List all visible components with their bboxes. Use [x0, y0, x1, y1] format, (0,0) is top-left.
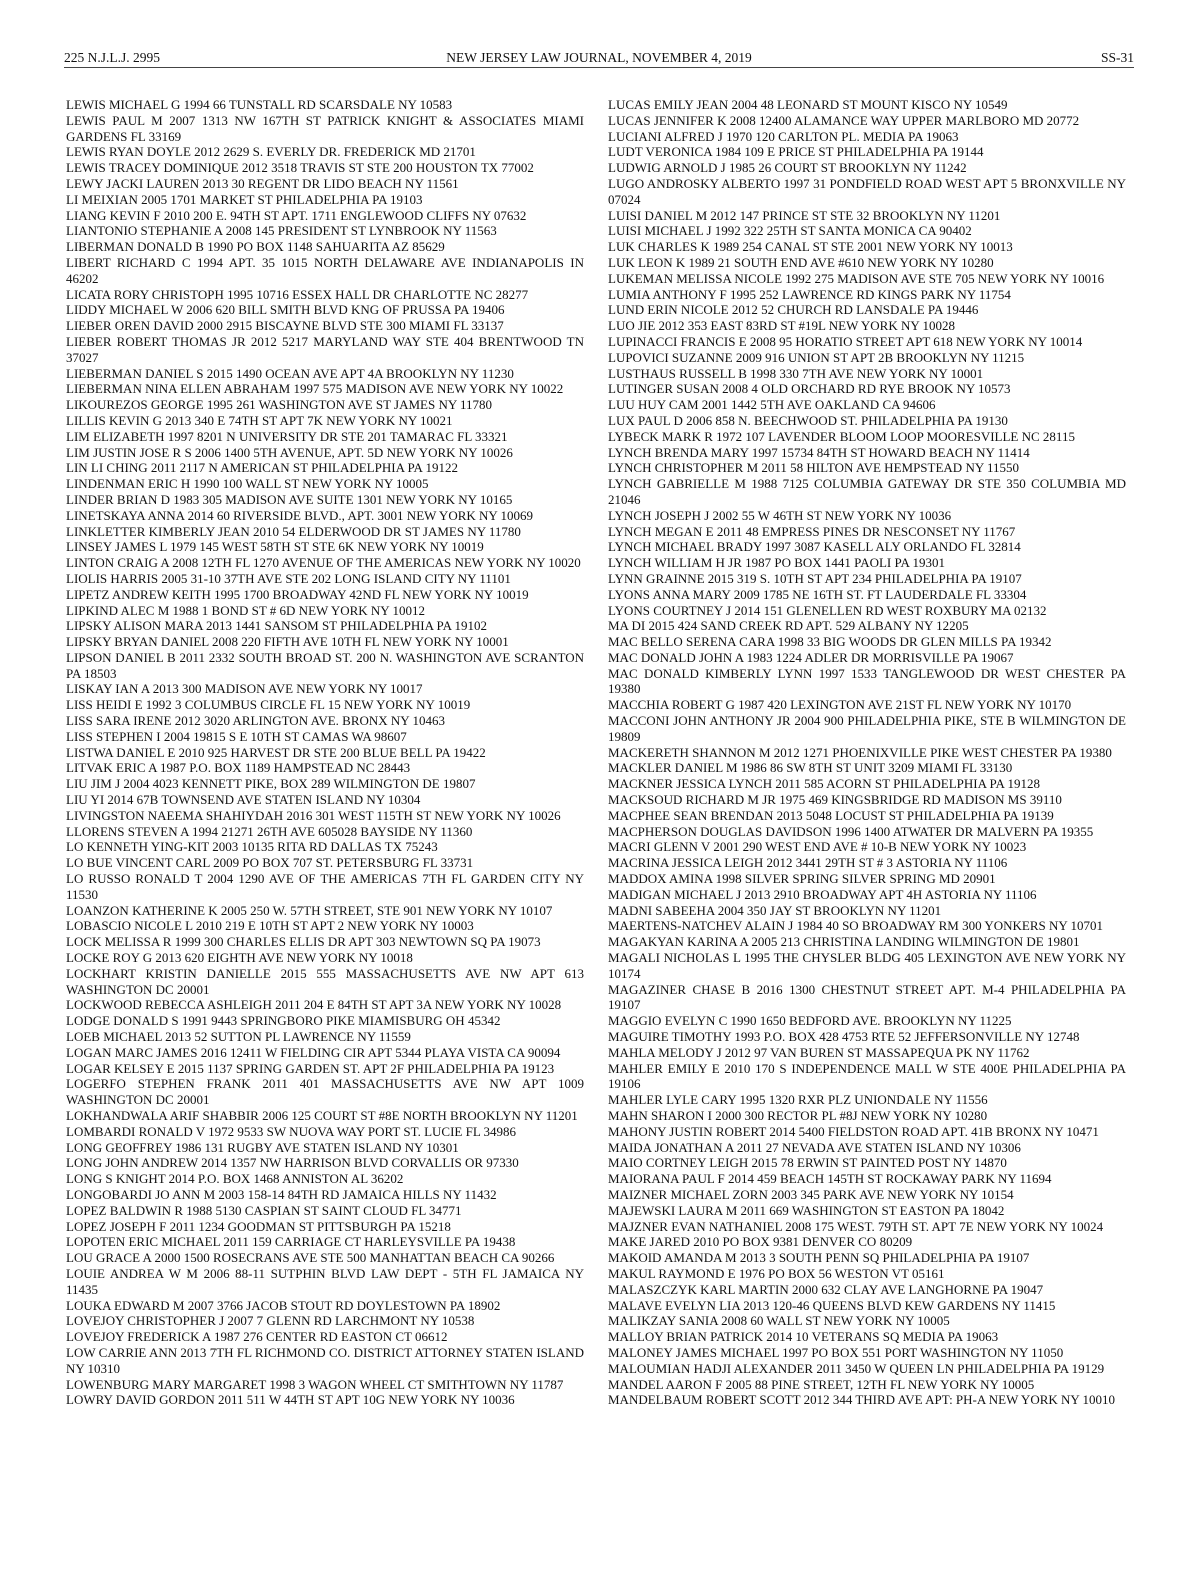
attorney-entry: LYBECK MARK R 1972 107 LAVENDER BLOOM LOOP MOORESVILLE NC 28115 [608, 428, 1075, 444]
attorney-entry: LUSTHAUS RUSSELL B 1998 330 7TH AVE NEW YORK NY 10001 [608, 365, 984, 381]
attorney-entry: MAHLA MELODY J 2012 97 VAN BUREN ST MASSAPEQUA PK NY 11762 [608, 1044, 1030, 1060]
attorney-entry: LIM JUSTIN JOSE R S 2006 1400 5TH AVENUE, APT. 5D NEW YORK NY 10026 [66, 444, 513, 460]
attorney-entry: MAC BELLO SERENA CARA 1998 33 BIG WOODS DR GLEN MILLS PA 19342 [608, 634, 1052, 650]
attorney-entry: LOVEJOY CHRISTOPHER J 2007 7 GLENN RD LARCHMONT NY 10538 [66, 1313, 475, 1329]
attorney-entry: LINETSKAYA ANNA 2014 60 RIVERSIDE BLVD., APT. 3001 NEW YORK NY 10069 [66, 507, 534, 523]
attorney-entry: LICATA RORY CHRISTOPH 1995 10716 ESSEX HALL DR CHARLOTTE NC 28277 [66, 286, 529, 302]
attorney-entry: LYNCH WILLIAM H JR 1987 PO BOX 1441 PAOLI PA 19301 [608, 555, 945, 571]
attorney-entry: LONG GEOFFREY 1986 131 RUGBY AVE STATEN ISLAND NY 10301 [66, 1139, 459, 1155]
attorney-entry: LOGAR KELSEY E 2015 1137 SPRING GARDEN ST. APT 2F PHILADELPHIA PA 19123 [66, 1060, 555, 1076]
attorney-entry: MACKNER JESSICA LYNCH 2011 585 ACORN ST PHILADELPHIA PA 19128 [608, 776, 1040, 792]
attorney-entry: MACPHERSON DOUGLAS DAVIDSON 1996 1400 ATWATER DR MALVERN PA 19355 [608, 823, 1094, 839]
attorney-entry: MAIO CORTNEY LEIGH 2015 78 ERWIN ST PAINTED POST NY 14870 [608, 1155, 1007, 1171]
attorney-entry: LIEBERMAN NINA ELLEN ABRAHAM 1997 575 MADISON AVE NEW YORK NY 10022 [66, 381, 564, 397]
attorney-entry: LUDWIG ARNOLD J 1985 26 COURT ST BROOKLYN NY 11242 [608, 160, 967, 176]
attorney-entry: LYONS COURTNEY J 2014 151 GLENELLEN RD WEST ROXBURY MA 02132 [608, 602, 1047, 618]
attorney-entry: LOCKHART KRISTIN DANIELLE 2015 555 MASSACHUSETTS AVE NW APT 613 WASHINGTON DC 20001 [66, 965, 584, 997]
attorney-entry: LUCAS JENNIFER K 2008 12400 ALAMANCE WAY UPPER MARLBORO MD 20772 [608, 112, 1080, 128]
attorney-entry: LIPSKY ALISON MARA 2013 1441 SANSOM ST PHILADELPHIA PA 19102 [66, 618, 488, 634]
attorney-entry: LOU GRACE A 2000 1500 ROSECRANS AVE STE 500 MANHATTAN BEACH CA 90266 [66, 1250, 555, 1266]
attorney-entry: LOPEZ BALDWIN R 1988 5130 CASPIAN ST SAINT CLOUD FL 34771 [66, 1202, 462, 1218]
attorney-entry: LO BUE VINCENT CARL 2009 PO BOX 707 ST. PETERSBURG FL 33731 [66, 855, 474, 871]
attorney-entry: LIPKIND ALEC M 1988 1 BOND ST # 6D NEW YORK NY 10012 [66, 602, 425, 618]
attorney-entry: MACCHIA ROBERT G 1987 420 LEXINGTON AVE 21ST FL NEW YORK NY 10170 [608, 697, 1072, 713]
attorney-entry: MAGUIRE TIMOTHY 1993 P.O. BOX 428 4753 RTE 52 JEFFERSONVILLE NY 12748 [608, 1029, 1080, 1045]
attorney-entry: LOPEZ JOSEPH F 2011 1234 GOODMAN ST PITTSBURGH PA 15218 [66, 1218, 451, 1234]
attorney-entry: LITVAK ERIC A 1987 P.O. BOX 1189 HAMPSTEAD NC 28443 [66, 760, 411, 776]
attorney-entry: MAGAKYAN KARINA A 2005 213 CHRISTINA LANDING WILMINGTON DE 19801 [608, 934, 1080, 950]
attorney-entry: MACKSOUD RICHARD M JR 1975 469 KINGSBRIDGE RD MADISON MS 39110 [608, 792, 1062, 808]
attorney-entry: LIVINGSTON NAEEMA SHAHIYDAH 2016 301 WEST 115TH ST NEW YORK NY 10026 [66, 807, 561, 823]
attorney-entry: LUGO ANDROSKY ALBERTO 1997 31 PONDFIELD ROAD WEST APT 5 BRONXVILLE NY 07024 [608, 175, 1126, 207]
attorney-entry: MALLOY BRIAN PATRICK 2014 10 VETERANS SQ MEDIA PA 19063 [608, 1329, 999, 1345]
attorney-entry: MACPHEE SEAN BRENDAN 2013 5048 LOCUST ST PHILADELPHIA PA 19139 [608, 807, 1054, 823]
attorney-entry: LEWY JACKI LAUREN 2013 30 REGENT DR LIDO BEACH NY 11561 [66, 175, 459, 191]
attorney-entry: MAHN SHARON I 2000 300 RECTOR PL #8J NEW YORK NY 10280 [608, 1108, 988, 1123]
attorney-entry: MADIGAN MICHAEL J 2013 2910 BROADWAY APT 4H ASTORIA NY 11106 [608, 886, 1037, 902]
attorney-entry: LISKAY IAN A 2013 300 MADISON AVE NEW YORK NY 10017 [66, 681, 423, 697]
attorney-entry: LIDDY MICHAEL W 2006 620 BILL SMITH BLVD KNG OF PRUSSA PA 19406 [66, 302, 505, 318]
attorney-entry: LIBERMAN DONALD B 1990 PO BOX 1148 SAHUARITA AZ 85629 [66, 239, 445, 255]
attorney-entry: MANDELBAUM ROBERT SCOTT 2012 344 THIRD AVE APT: PH-A NEW YORK NY 10010 [608, 1392, 1116, 1408]
attorney-entry: MALIKZAY SANIA 2008 60 WALL ST NEW YORK NY 10005 [608, 1313, 950, 1329]
citation: 225 N.J.L.J. 2995 [64, 50, 161, 65]
attorney-entry: LINSEY JAMES L 1979 145 WEST 58TH ST STE 6K NEW YORK NY 10019 [66, 539, 484, 555]
attorney-entry: MALASZCZYK KARL MARTIN 2000 632 CLAY AVE LANGHORNE PA 19047 [608, 1281, 1044, 1297]
attorney-entry: LI MEIXIAN 2005 1701 MARKET ST PHILADELPHIA PA 19103 [66, 191, 423, 207]
attorney-entry: MAJZNER EVAN NATHANIEL 2008 175 WEST. 79TH ST. APT 7E NEW YORK NY 10024 [608, 1218, 1104, 1234]
attorney-entry: LOEB MICHAEL 2013 52 SUTTON PL LAWRENCE NY 11559 [66, 1029, 411, 1045]
attorney-entry: LOBASCIO NICOLE L 2010 219 E 10TH ST APT 2 NEW YORK NY 10003 [66, 918, 474, 934]
attorney-entry: LO KENNETH YING-KIT 2003 10135 RITA RD DALLAS TX 75243 [66, 839, 438, 855]
attorney-entry: MA DI 2015 424 SAND CREEK RD APT. 529 ALBANY NY 12205 [608, 618, 969, 634]
attorney-entry: LUMIA ANTHONY F 1995 252 LAWRENCE RD KINGS PARK NY 11754 [608, 286, 1011, 302]
attorney-entry: MAC DONALD JOHN A 1983 1224 ADLER DR MORRISVILLE PA 19067 [608, 649, 1014, 665]
attorney-entry: MAKE JARED 2010 PO BOX 9381 DENVER CO 80209 [608, 1234, 913, 1250]
attorney-entry: LUPOVICI SUZANNE 2009 916 UNION ST APT 2B BROOKLYN NY 11215 [608, 349, 1025, 365]
attorney-entry: MALAVE EVELYN LIA 2013 120-46 QUEENS BLVD KEW GARDENS NY 11415 [608, 1297, 1056, 1313]
attorney-entry: LOGAN MARC JAMES 2016 12411 W FIELDING CIR APT 5344 PLAYA VISTA CA 90094 [66, 1044, 561, 1060]
attorney-entry: LONG S KNIGHT 2014 P.O. BOX 1468 ANNISTON AL 36202 [66, 1171, 404, 1187]
attorney-entry: MACRINA JESSICA LEIGH 2012 3441 29TH ST # 3 ASTORIA NY 11106 [608, 855, 1008, 871]
attorney-entry: LLORENS STEVEN A 1994 21271 26TH AVE 605028 BAYSIDE NY 11360 [66, 823, 473, 839]
attorney-entry: LUISI DANIEL M 2012 147 PRINCE ST STE 32 BROOKLYN NY 11201 [608, 207, 1001, 223]
attorney-entry: LONG JOHN ANDREW 2014 1357 NW HARRISON BLVD CORVALLIS OR 97330 [66, 1155, 519, 1171]
header-rule [64, 67, 1134, 68]
attorney-entry: LOW CARRIE ANN 2013 7TH FL RICHMOND CO. DISTRICT ATTORNEY STATEN ISLAND NY 10310 [66, 1344, 584, 1376]
attorney-entry: MAGAZINER CHASE B 2016 1300 CHESTNUT STREET APT. M-4 PHILADELPHIA PA 19107 [608, 981, 1126, 1013]
attorney-entry: LO RUSSO RONALD T 2004 1290 AVE OF THE AMERICAS 7TH FL GARDEN CITY NY 11530 [66, 871, 584, 902]
attorney-entry: MALONEY JAMES MICHAEL 1997 PO BOX 551 PORT WASHINGTON NY 11050 [608, 1344, 1064, 1360]
attorney-entry: LUPINACCI FRANCIS E 2008 95 HORATIO STREET APT 618 NEW YORK NY 10014 [608, 333, 1083, 349]
attorney-entry: LIU JIM J 2004 4023 KENNETT PIKE, BOX 289 WILMINGTON DE 19807 [66, 776, 476, 792]
attorney-entry: LIOLIS HARRIS 2005 31-10 37TH AVE STE 202 LONG ISLAND CITY NY 11101 [66, 570, 511, 586]
attorney-entry: LIPSKY BRYAN DANIEL 2008 220 FIFTH AVE 10TH FL NEW YORK NY 10001 [66, 634, 509, 650]
attorney-entry: LINDER BRIAN D 1983 305 MADISON AVE SUITE 1301 NEW YORK NY 10165 [66, 491, 513, 507]
attorney-entry: LUKEMAN MELISSA NICOLE 1992 275 MADISON AVE STE 705 NEW YORK NY 10016 [608, 270, 1105, 286]
attorney-entry: LOMBARDI RONALD V 1972 9533 SW NUOVA WAY PORT ST. LUCIE FL 34986 [66, 1123, 517, 1139]
attorney-entry: LIANG KEVIN F 2010 200 E. 94TH ST APT. 1711 ENGLEWOOD CLIFFS NY 07632 [66, 207, 527, 223]
attorney-entry: LOWENBURG MARY MARGARET 1998 3 WAGON WHEEL CT SMITHTOWN NY 11787 [66, 1376, 564, 1392]
attorney-entry: LIEBER OREN DAVID 2000 2915 BISCAYNE BLVD STE 300 MIAMI FL 33137 [66, 318, 504, 334]
attorney-entry: LUK LEON K 1989 21 SOUTH END AVE #610 NEW YORK NY 10280 [608, 254, 994, 270]
attorney-entry: LOUIE ANDREA W M 2006 88-11 SUTPHIN BLVD LAW DEPT - 5TH FL JAMAICA NY 11435 [66, 1265, 584, 1297]
attorney-entry: LIU YI 2014 67B TOWNSEND AVE STATEN ISLAND NY 10304 [66, 792, 421, 808]
attorney-entry: LUX PAUL D 2006 858 N. BEECHWOOD ST. PHILADELPHIA PA 19130 [608, 412, 1008, 428]
attorney-entry: MAHLER EMILY E 2010 170 S INDEPENDENCE MALL W STE 400E PHILADELPHIA PA 19106 [608, 1060, 1126, 1092]
attorney-entry: LIKOUREZOS GEORGE 1995 261 WASHINGTON AVE ST JAMES NY 11780 [66, 397, 493, 413]
attorney-entry: MAJEWSKI LAURA M 2011 669 WASHINGTON ST EASTON PA 18042 [608, 1202, 1005, 1218]
attorney-entry: LOKHANDWALA ARIF SHABBIR 2006 125 COURT ST #8E NORTH BROOKLYN NY 11201 [66, 1108, 578, 1123]
attorney-entry: MAKUL RAYMOND E 1976 PO BOX 56 WESTON VT 05161 [608, 1265, 945, 1281]
attorney-entry: MAIORANA PAUL F 2014 459 BEACH 145TH ST ROCKAWAY PARK NY 11694 [608, 1171, 1052, 1187]
attorney-entry: MACKLER DANIEL M 1986 86 SW 8TH ST UNIT 3209 MIAMI FL 33130 [608, 760, 1013, 776]
attorney-entry: LIBERT RICHARD C 1994 APT. 35 1015 NORTH DELAWARE AVE INDIANAPOLIS IN 46202 [66, 254, 584, 286]
attorney-entry: LOANZON KATHERINE K 2005 250 W. 57TH STREET, STE 901 NEW YORK NY 10107 [66, 902, 553, 918]
attorney-entry: LIPSON DANIEL B 2011 2332 SOUTH BROAD ST. 200 N. WASHINGTON AVE SCRANTON PA 18503 [66, 649, 584, 681]
attorney-entry: LYNCH MEGAN E 2011 48 EMPRESS PINES DR NESCONSET NY 11767 [608, 523, 1016, 539]
attorney-entry: MAERTENS-NATCHEV ALAIN J 1984 40 SO BROADWAY RM 300 YONKERS NY 10701 [608, 918, 1104, 934]
attorney-entry: LYNN GRAINNE 2015 319 S. 10TH ST APT 234 PHILADELPHIA PA 19107 [608, 570, 1022, 586]
attorney-entry: MALOUMIAN HADJI ALEXANDER 2011 3450 W QUEEN LN PHILADELPHIA PA 19129 [608, 1360, 1105, 1376]
attorney-entry: LISS SARA IRENE 2012 3020 ARLINGTON AVE. BRONX NY 10463 [66, 713, 445, 729]
attorney-entry: MAHONY JUSTIN ROBERT 2014 5400 FIELDSTON ROAD APT. 41B BRONX NY 10471 [608, 1123, 1099, 1139]
attorney-entry: LEWIS TRACEY DOMINIQUE 2012 3518 TRAVIS ST STE 200 HOUSTON TX 77002 [66, 160, 534, 176]
attorney-entry: LOCKE ROY G 2013 620 EIGHTH AVE NEW YORK NY 10018 [66, 950, 413, 966]
attorney-entry: LYNCH GABRIELLE M 1988 7125 COLUMBIA GATEWAY DR STE 350 COLUMBIA MD 21046 [608, 476, 1126, 507]
attorney-entry: LEWIS RYAN DOYLE 2012 2629 S. EVERLY DR. FREDERICK MD 21701 [66, 144, 476, 160]
attorney-entry: MAIDA JONATHAN A 2011 27 NEVADA AVE STATEN ISLAND NY 10306 [608, 1139, 1021, 1155]
page-number: SS-31 [1100, 50, 1134, 65]
attorney-entry: LISS HEIDI E 1992 3 COLUMBUS CIRCLE FL 15 NEW YORK NY 10019 [66, 697, 471, 713]
attorney-entry: LOGERFO STEPHEN FRANK 2011 401 MASSACHUSETTS AVE NW APT 1009 WASHINGTON DC 20001 [66, 1076, 584, 1108]
right-column [608, 97, 1126, 1408]
attorney-entry: LONGOBARDI JO ANN M 2003 158-14 84TH RD JAMAICA HILLS NY 11432 [66, 1186, 497, 1202]
attorney-entry: MACRI GLENN V 2001 290 WEST END AVE # 10-B NEW YORK NY 10023 [608, 839, 1027, 855]
attorney-entry: LOVEJOY FREDERICK A 1987 276 CENTER RD EASTON CT 06612 [66, 1329, 448, 1345]
attorney-entry: LINDENMAN ERIC H 1990 100 WALL ST NEW YORK NY 10005 [66, 476, 429, 492]
attorney-entry: LINTON CRAIG A 2008 12TH FL 1270 AVENUE OF THE AMERICAS NEW YORK NY 10020 [66, 555, 581, 571]
attorney-entry: LISTWA DANIEL E 2010 925 HARVEST DR STE 200 BLUE BELL PA 19422 [66, 744, 486, 760]
attorney-entry: LEWIS PAUL M 2007 1313 NW 167TH ST PATRICK KNIGHT & ASSOCIATES MIAMI GARDENS FL 33169 [66, 112, 584, 144]
attorney-entry: MACKERETH SHANNON M 2012 1271 PHOENIXVILLE PIKE WEST CHESTER PA 19380 [608, 744, 1112, 760]
attorney-entry: LUTINGER SUSAN 2008 4 OLD ORCHARD RD RYE BROOK NY 10573 [608, 381, 1011, 397]
attorney-entry: LOWRY DAVID GORDON 2011 511 W 44TH ST APT 10G NEW YORK NY 10036 [66, 1392, 515, 1408]
attorney-entry: LOCKWOOD REBECCA ASHLEIGH 2011 204 E 84TH ST APT 3A NEW YORK NY 10028 [66, 997, 562, 1013]
attorney-entry: LUND ERIN NICOLE 2012 52 CHURCH RD LANSDALE PA 19446 [608, 302, 979, 318]
attorney-entry: MAGGIO EVELYN C 1990 1650 BEDFORD AVE. BROOKLYN NY 11225 [608, 1013, 1012, 1029]
attorney-entry: MADDOX AMINA 1998 SILVER SPRING SILVER SPRING MD 20901 [608, 871, 996, 887]
attorney-entry: LYNCH JOSEPH J 2002 55 W 46TH ST NEW YORK NY 10036 [608, 507, 952, 523]
attorney-entry: MAIZNER MICHAEL ZORN 2003 345 PARK AVE NEW YORK NY 10154 [608, 1186, 1014, 1202]
attorney-entry: LISS STEPHEN I 2004 19815 S E 10TH ST CAMAS WA 98607 [66, 728, 407, 744]
attorney-entry: LIN LI CHING 2011 2117 N AMERICAN ST PHILADELPHIA PA 19122 [66, 460, 458, 476]
attorney-entry: MAGALI NICHOLAS L 1995 THE CHYSLER BLDG 405 LEXINGTON AVE NEW YORK NY 10174 [608, 950, 1126, 981]
attorney-entry: MAKOID AMANDA M 2013 3 SOUTH PENN SQ PHILADELPHIA PA 19107 [608, 1250, 1030, 1266]
attorney-entry: LOCK MELISSA R 1999 300 CHARLES ELLIS DR APT 303 NEWTOWN SQ PA 19073 [66, 934, 541, 950]
attorney-entry: LODGE DONALD S 1991 9443 SPRINGBORO PIKE MIAMISBURG OH 45342 [66, 1013, 501, 1029]
attorney-entry: LIM ELIZABETH 1997 8201 N UNIVERSITY DR STE 201 TAMARAC FL 33321 [66, 428, 508, 444]
attorney-entry: LIANTONIO STEPHANIE A 2008 145 PRESIDENT ST LYNBROOK NY 11563 [66, 223, 497, 239]
attorney-entry: LYONS ANNA MARY 2009 1785 NE 16TH ST. FT LAUDERDALE FL 33304 [608, 586, 1027, 602]
attorney-entry: LUU HUY CAM 2001 1442 5TH AVE OAKLAND CA 94606 [608, 397, 936, 413]
attorney-entry: LIPETZ ANDREW KEITH 1995 1700 BROADWAY 42ND FL NEW YORK NY 10019 [66, 586, 529, 602]
attorney-entry: MACCONI JOHN ANTHONY JR 2004 900 PHILADELPHIA PIKE, STE B WILMINGTON DE 19809 [608, 713, 1126, 744]
attorney-entry: LILLIS KEVIN G 2013 340 E 74TH ST APT 7K NEW YORK NY 10021 [66, 412, 453, 428]
attorney-entry: MAC DONALD KIMBERLY LYNN 1997 1533 TANGLEWOOD DR WEST CHESTER PA 19380 [608, 665, 1126, 697]
attorney-entry: LUCIANI ALFRED J 1970 120 CARLTON PL. MEDIA PA 19063 [608, 128, 959, 144]
attorney-entry: LEWIS MICHAEL G 1994 66 TUNSTALL RD SCARSDALE NY 10583 [66, 97, 453, 112]
attorney-entry: MANDEL AARON F 2005 88 PINE STREET, 12TH FL NEW YORK NY 10005 [608, 1376, 1035, 1392]
attorney-entry: LINKLETTER KIMBERLY JEAN 2010 54 ELDERWOOD DR ST JAMES NY 11780 [66, 523, 521, 539]
attorney-entry: LIEBER ROBERT THOMAS JR 2012 5217 MARYLAND WAY STE 404 BRENTWOOD TN 37027 [66, 333, 584, 365]
left-column [66, 97, 584, 1408]
attorney-entry: LUDT VERONICA 1984 109 E PRICE ST PHILADELPHIA PA 19144 [608, 144, 984, 160]
attorney-entry: MADNI SABEEHA 2004 350 JAY ST BROOKLYN NY 11201 [608, 902, 942, 918]
attorney-entry: LIEBERMAN DANIEL S 2015 1490 OCEAN AVE APT 4A BROOKLYN NY 11230 [66, 365, 514, 381]
attorney-entry: LUK CHARLES K 1989 254 CANAL ST STE 2001 NEW YORK NY 10013 [608, 239, 1013, 255]
attorney-entry: LYNCH CHRISTOPHER M 2011 58 HILTON AVE HEMPSTEAD NY 11550 [608, 460, 1020, 476]
journal-title: NEW JERSEY LAW JOURNAL, NOVEMBER 4, 2019 [446, 50, 752, 65]
attorney-entry: LUISI MICHAEL J 1992 322 25TH ST SANTA MONICA CA 90402 [608, 223, 972, 239]
attorney-entry: LOUKA EDWARD M 2007 3766 JACOB STOUT RD DOYLESTOWN PA 18902 [66, 1297, 501, 1313]
attorney-entry: LUCAS EMILY JEAN 2004 48 LEONARD ST MOUNT KISCO NY 10549 [608, 97, 1008, 112]
attorney-entry: LUO JIE 2012 353 EAST 83RD ST #19L NEW YORK NY 10028 [608, 318, 956, 334]
attorney-entry: LYNCH MICHAEL BRADY 1997 3087 KASELL ALY ORLANDO FL 32814 [608, 539, 1021, 555]
attorney-entry: MAHLER LYLE CARY 1995 1320 RXR PLZ UNIONDALE NY 11556 [608, 1092, 988, 1108]
attorney-entry: LOPOTEN ERIC MICHAEL 2011 159 CARRIAGE CT HARLEYSVILLE PA 19438 [66, 1234, 516, 1250]
attorney-entry: LYNCH BRENDA MARY 1997 15734 84TH ST HOWARD BEACH NY 11414 [608, 444, 1030, 460]
